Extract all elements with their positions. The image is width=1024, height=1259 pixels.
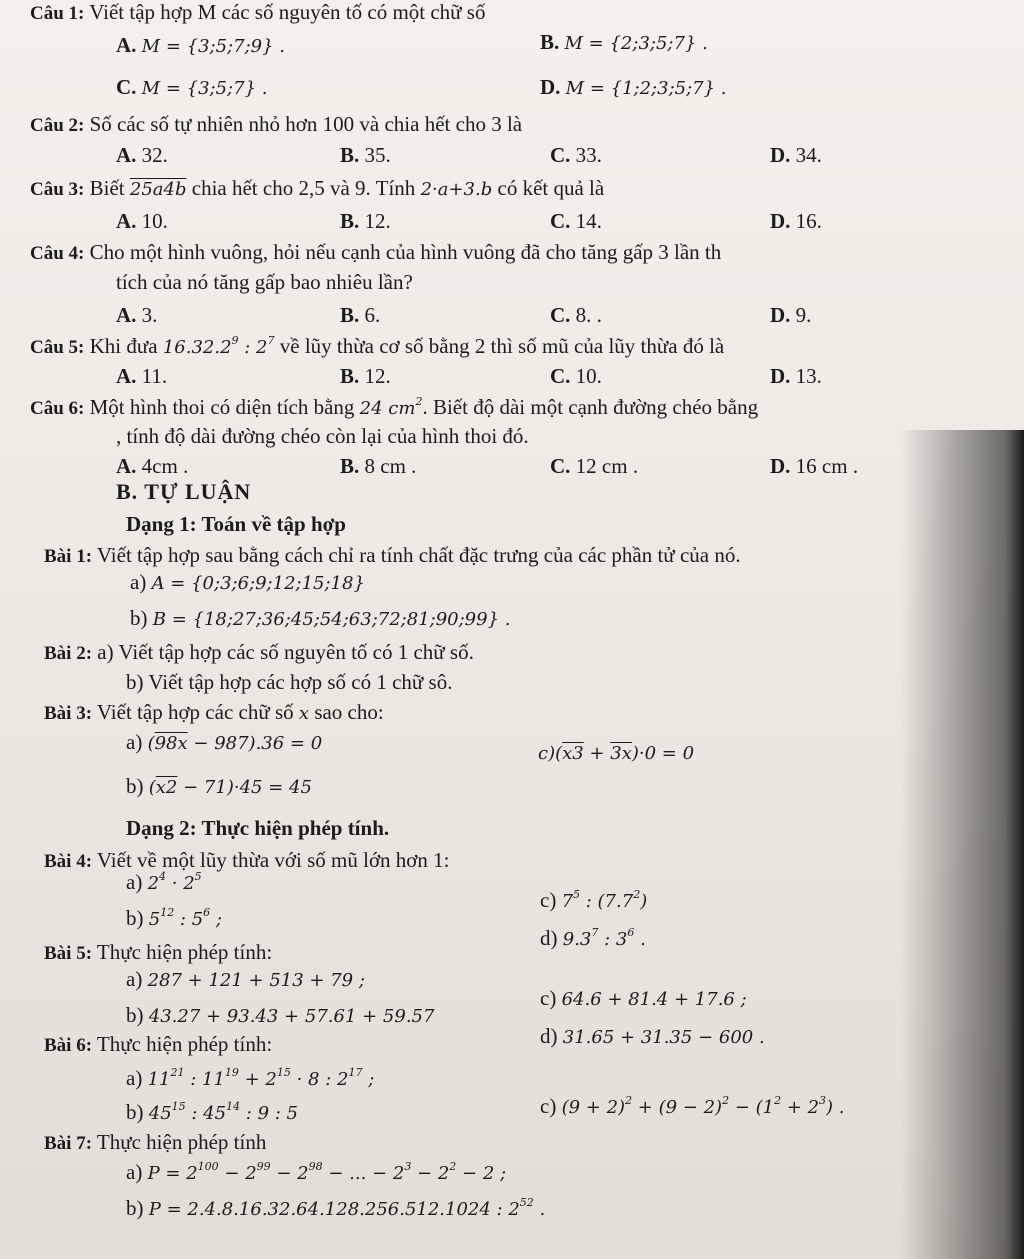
b1-prompt: Bài 1: Viết tập hợp sau bằng cách chỉ ra tính chất đặc trưng của các phần tử của nó. [44, 543, 741, 567]
q6-option-d: D. 16 cm . [770, 454, 859, 478]
q5-option-a: A. 11. [116, 364, 168, 388]
q3-prompt: Câu 3: Biết 25a4b chia hết cho 2,5 và 9. Tính 2·a+3.b có kết quả là [30, 176, 605, 200]
q5-option-b: B. 12. [340, 364, 391, 388]
b6-prompt: Bài 6: Thực hiện phép tính: [44, 1032, 273, 1056]
q3-option-a: A. 10. [116, 209, 168, 233]
q1-label: Câu 1: [30, 3, 85, 24]
q2-option-b: B. 35. [340, 143, 391, 167]
q5-prompt: Câu 5: Khi đưa 16.32.2$^9$ : $2^7$ về lũy thừa cơ số bằng 2 thì số mũ của lũy thừa đó là [30, 334, 725, 358]
q4-prompt: Câu 4: Cho một hình vuông, hỏi nếu cạnh của hình vuông đã cho tăng gấp 3 lần th [30, 240, 722, 264]
q6-option-b: B. 8 cm . [340, 454, 417, 478]
b7-part-b: b) P = 2.4.8.16.32.64.128.256.512.1024 : $2^{52}$ . [126, 1196, 546, 1220]
b1-part-b: b) B = {18;27;36;45;54;63;72;81;90;99} . [130, 606, 511, 630]
b3-part-c: c)(x3 + 3x)·0 = 0 [538, 743, 695, 764]
q1-prompt [30, 0, 485, 26]
q4-option-c: C. 8. . [550, 303, 602, 327]
b5-part-b: b) 43.27 + 93.43 + 57.61 + 59.57 [126, 1003, 435, 1027]
b3-prompt: Bài 3: Viết tập hợp các chữ số x sao cho: [44, 700, 384, 724]
q6-option-c: C. 12 cm . [550, 454, 639, 478]
q5-option-c: C. 10. [550, 364, 602, 388]
b1-part-a: a) A = {0;3;6;9;12;15;18} [130, 570, 365, 594]
b4-part-d: d) $9.3^7$ : $3^6$ . [540, 926, 646, 950]
q6-prompt-cont: , tính độ dài đường chéo còn lại của hình thoi đó. [116, 424, 529, 448]
b5-part-d: d) 31.65 + 31.35 − 600 . [540, 1024, 765, 1048]
q4-prompt-cont: tích của nó tăng gấp bao nhiêu lần? [116, 270, 413, 294]
q4-option-d: D. 9. [770, 303, 812, 327]
q4-option-a: A. 3. [116, 303, 158, 327]
b4-prompt: Bài 4: Viết về một lũy thừa với số mũ lớn hơn 1: [44, 848, 450, 872]
q2-prompt: Câu 2: Số các số tự nhiên nhỏ hơn 100 và chia hết cho 3 là [30, 112, 523, 136]
b6-part-b: b) $45^{15}$ : $45^{14}$ : 9 : 5 [126, 1100, 298, 1124]
q1-option-a: A. M = {3;5;7;9} . [116, 33, 285, 57]
q2-option-d: D. 34. [770, 143, 822, 167]
photo-shadow [900, 430, 1024, 1259]
q1-text: Viết tập hợp M các số nguyên tố có một chữ số [89, 0, 486, 24]
section-title: B. TỰ LUẬN [116, 479, 252, 504]
b2-part-b: b) Viết tập hợp các hợp số có 1 chữ sô. [126, 670, 453, 694]
q2-option-a: A. 32. [116, 143, 168, 167]
b4-part-c: c) $7^5$ : $(7.7^2)$ [540, 888, 648, 912]
b7-part-a: a) $P = 2^{100} - 2^{99} - 2^{98}$ − ... − $2^3 - 2^2 - 2$ ; [126, 1160, 507, 1184]
b4-part-b: b) $5^{12}$ : $5^6$ ; [126, 906, 222, 930]
q4-option-b: B. 6. [340, 303, 381, 327]
q5-option-d: D. 13. [770, 364, 822, 388]
q2-option-c: C. 33. [550, 143, 602, 167]
b3-part-a: a) (98x − 987).36 = 0 [126, 730, 323, 754]
b5-part-c: c) 64.6 + 81.4 + 17.6 ; [540, 986, 747, 1010]
b4-part-a: a) $2^4 \cdot 2^5$ [126, 870, 202, 894]
q1-option-c: C. M = {3;5;7} . [116, 75, 268, 99]
b3-part-b: b) (x2 − 71)·45 = 45 [126, 774, 312, 798]
b5-prompt: Bài 5: Thực hiện phép tính: [44, 940, 273, 964]
q3-option-b: B. 12. [340, 209, 391, 233]
b7-prompt: Bài 7: Thực hiện phép tính [44, 1130, 267, 1154]
b6-part-c: c) $(9 + 2)^2 + (9 - 2)^2 - (1^2 + 2^3)$ . [540, 1094, 845, 1118]
q6-prompt: Câu 6: Một hình thoi có diện tích bằng 24 $cm^2$. Biết độ dài một cạnh đường chéo bằng [30, 395, 759, 419]
b6-part-a: a) $11^{21}$ : $11^{19} + 2^{15} \cdot 8$ : $2^{17}$ ; [126, 1066, 375, 1090]
topic-1-title: Dạng 1: Toán về tập hợp [126, 512, 346, 536]
q3-option-c: C. 14. [550, 209, 602, 233]
b2-part-a: Bài 2: a) Viết tập hợp các số nguyên tố có 1 chữ số. [44, 640, 474, 664]
q1-option-b: B. M = {2;3;5;7} . [540, 30, 708, 54]
topic-2-title: Dạng 2: Thực hiện phép tính. [126, 816, 390, 840]
q3-option-d: D. 16. [770, 209, 822, 233]
q1-option-d: D. M = {1;2;3;5;7} . [540, 75, 727, 99]
b5-part-a: a) 287 + 121 + 513 + 79 ; [126, 967, 365, 991]
q6-option-a: A. 4cm . [116, 454, 189, 478]
